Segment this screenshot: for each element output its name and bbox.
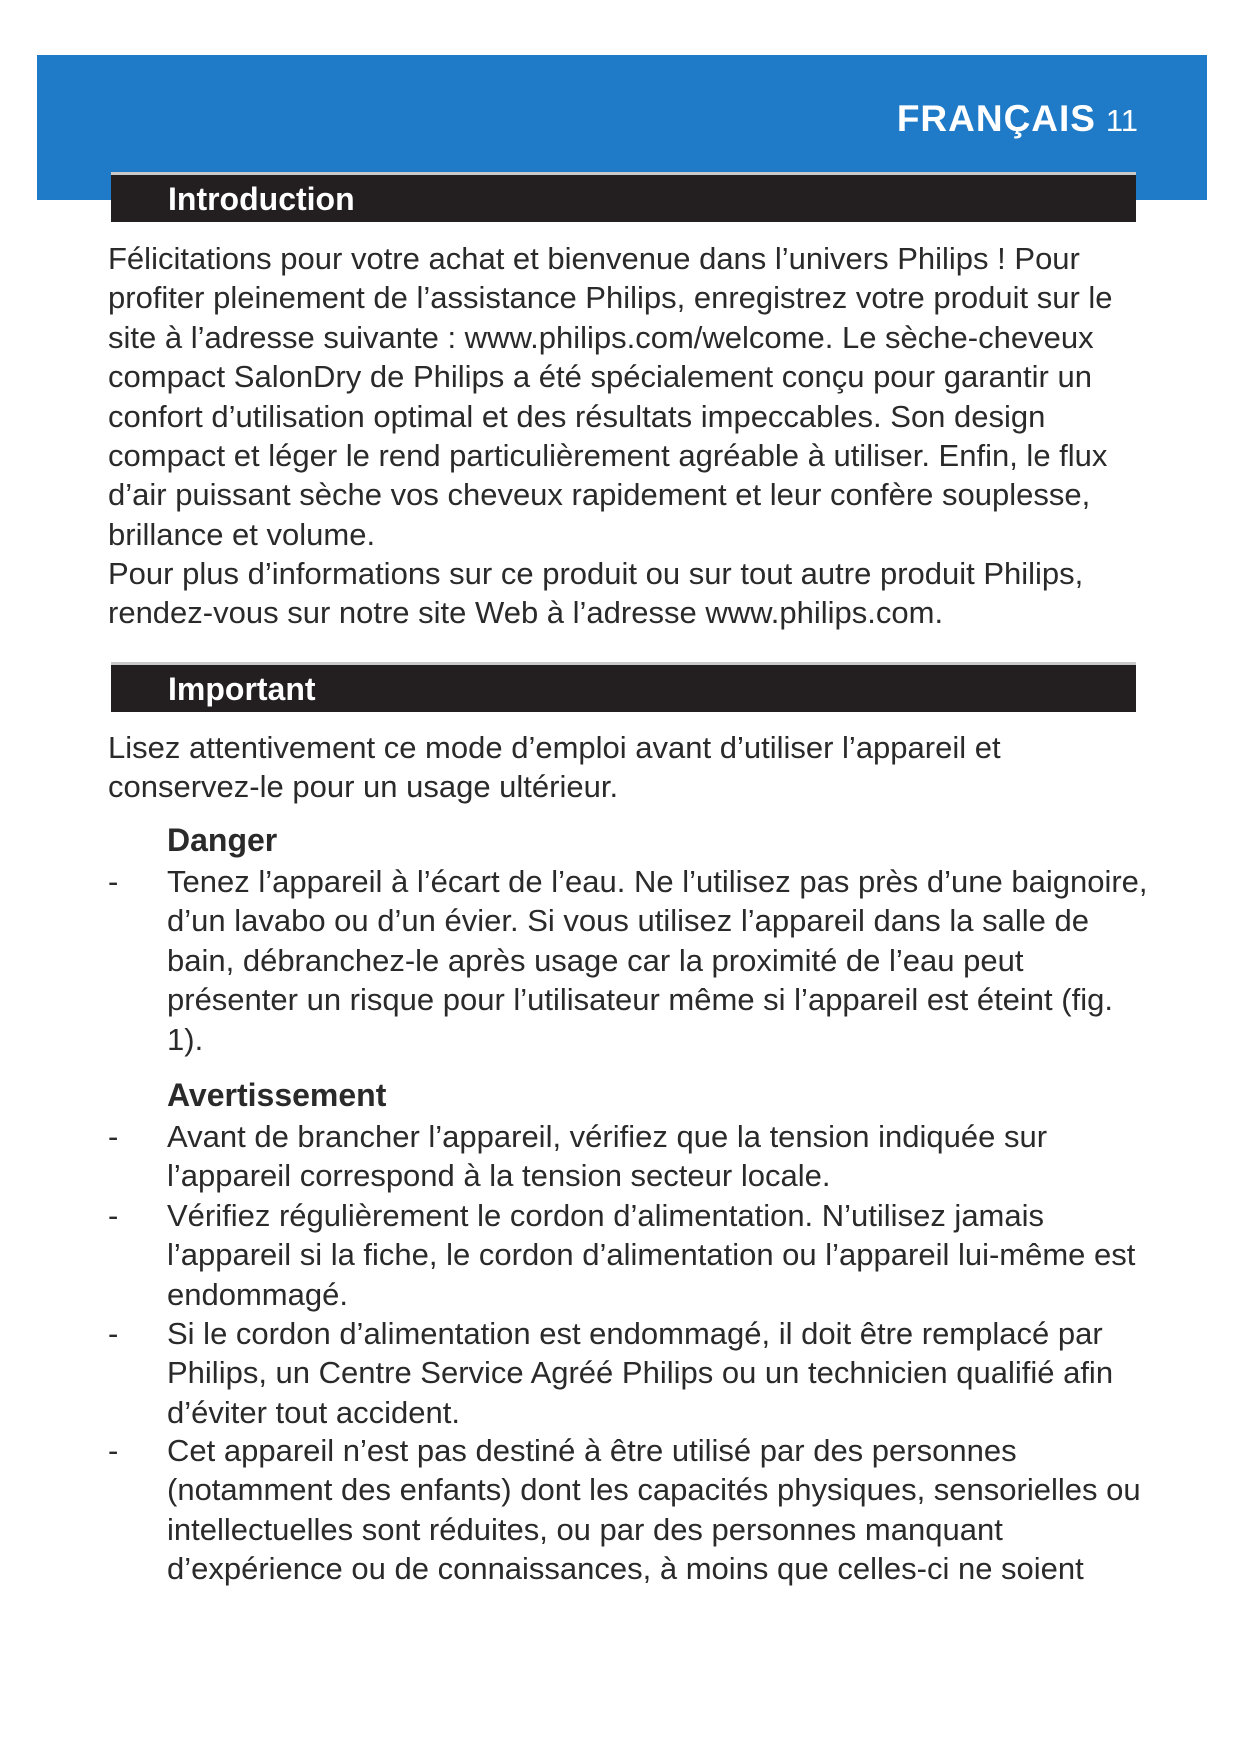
intro-paragraph-2: Pour plus d’informations sur ce produit ou sur tout autre produit Philips, rendez-vous sur notre site Web à l’adresse www.philips.com.	[108, 556, 1084, 631]
page-number: 11	[1105, 103, 1138, 138]
bullet-dash: -	[108, 1119, 119, 1154]
warning-item	[108, 1431, 1148, 1589]
bullet-dash: -	[108, 1433, 119, 1468]
section-bar-important	[111, 662, 1136, 712]
section-bar-introduction	[111, 172, 1136, 222]
warning-item	[108, 1196, 1148, 1314]
warning-item-text: Avant de brancher l’appareil, vérifiez que la tension indiquée sur l’appareil correspond à la tension secteur locale.	[167, 1119, 1048, 1194]
bullet-dash: -	[108, 1316, 119, 1351]
warning-item-text: Cet appareil n’est pas destiné à être utilisé par des personnes (notamment des enfants) dont les capacités physiques, sensorielles ou intellectuelles sont réduites, ou par des personnes manquant d’expérience ou de connaissances, à moins que celles-ci ne soient	[167, 1433, 1141, 1587]
intro-paragraph-1: Félicitations pour votre achat et bienvenue dans l’univers Philips ! Pour profiter pleinement de l’assistance Philips, enregistrez votre produit sur le site à l’adresse suivante : www.philips.com/welcome. Le sèche-cheveux compact SalonDry de Philips a été spécialement conçu pour garantir un confort d’utilisation optimal et des résultats impeccables. Son design compact et léger le rend particulièrement agréable à utiliser. Enfin, le flux d’air puissant sèche vos cheveux rapidement et leur confère souplesse, brillance et volume.	[108, 241, 1113, 552]
important-paragraph: Lisez attentivement ce mode d’emploi avant d’utiliser l’appareil et conservez-le pour un usage ultérieur.	[108, 730, 1001, 805]
warning-item-text: Si le cordon d’alimentation est endommagé, il doit être remplacé par Philips, un Centre Service Agréé Philips ou un technicien qualifié afin d’éviter tout accident.	[167, 1316, 1114, 1430]
warning-item	[108, 1314, 1148, 1432]
section-title-introduction: Introduction	[168, 181, 355, 217]
danger-heading: Danger	[167, 822, 278, 858]
bullet-dash: -	[108, 864, 119, 899]
warning-heading: Avertissement	[167, 1077, 387, 1113]
danger-item	[108, 862, 1148, 1059]
language-label: FRANÇAIS	[896, 98, 1096, 139]
danger-item-text: Tenez l’appareil à l’écart de l’eau. Ne l’utilisez pas près d’une baignoire, d’un lavabo ou d’un évier. Si vous utilisez l’appareil dans la salle de bain, débranchez-le après usage car la proximité de l’eau peut présenter un risque pour l’utilisateur même si l’appareil est éteint (fig. 1).	[167, 864, 1148, 1057]
bullet-dash: -	[108, 1198, 119, 1233]
section-title-important: Important	[168, 671, 316, 707]
warning-item	[108, 1117, 1148, 1196]
warning-item-text: Vérifiez régulièrement le cordon d’alimentation. N’utilisez jamais l’appareil si la fiche, le cordon d’alimentation ou l’appareil lui-même est endommagé.	[167, 1198, 1136, 1312]
